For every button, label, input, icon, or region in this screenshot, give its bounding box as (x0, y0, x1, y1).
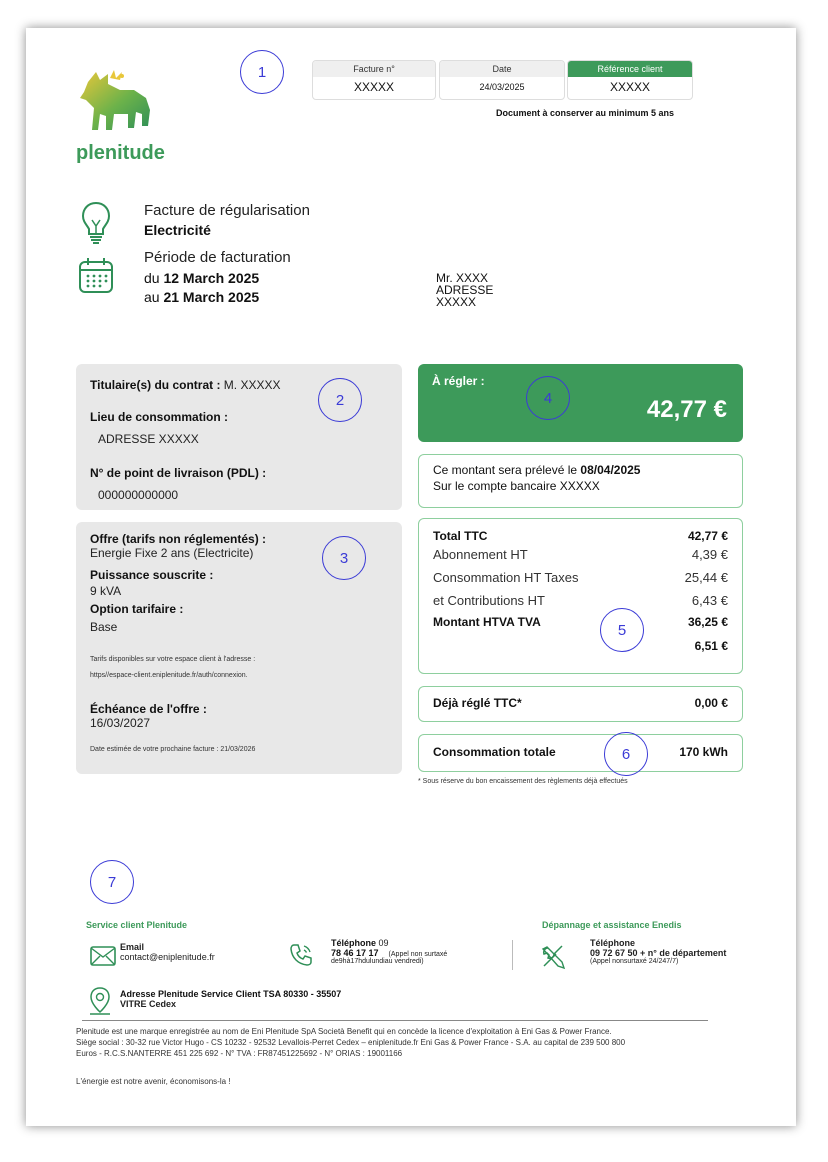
power-label: Puissance souscrite : (90, 568, 214, 582)
email-label: Email (120, 942, 145, 952)
service-title: Service client Plenitude (86, 920, 188, 930)
holder-label: Titulaire(s) du contrat : (90, 378, 224, 392)
consumption-tax-row-label: Consommation HT Taxes (433, 570, 579, 585)
reserve-note: * Sous réserve du bon encaissement des règlements déjà effectués (418, 778, 628, 785)
debit-date-line (433, 463, 640, 477)
subscription-row-value: 4,39 € (691, 547, 728, 562)
period-from-prefix: du (144, 270, 164, 286)
legal-line-1: Plenitude est une marque enregistrée au nom de Eni Plenitude SpA Società Benefit qui en concède la licence d'exploitation à Eni Gas & Power France. (76, 1027, 612, 1036)
amount-due-panel (418, 364, 743, 442)
legal-divider (82, 1020, 708, 1021)
client-ref-box (567, 60, 693, 100)
invoice-number-label: Facture n° (313, 61, 435, 77)
pdl-label: N° de point de livraison (PDL) : (90, 466, 267, 480)
date-label: Date (440, 61, 564, 77)
marker-7: 7 (90, 860, 134, 904)
address-line-1: Mr. XXXX (436, 271, 489, 285)
to-pay-label: À régler : (432, 374, 485, 388)
contributions-row-value: 6,43 € (691, 593, 728, 608)
client-ref-label: Référence client (568, 61, 692, 77)
phone-note-1: (Appel non surtaxé (388, 951, 448, 958)
total-row-value: 42,77 € (687, 529, 728, 543)
power-value: 9 kVA (90, 584, 122, 598)
client-ref-value: XXXXX (609, 80, 651, 94)
total-consumption-label: Consommation totale (433, 745, 556, 759)
already-paid-box (418, 686, 743, 722)
marker-2: 2 (318, 378, 362, 422)
marker-6: 6 (604, 732, 648, 776)
postal-address-line-2: VITRE Cedex (120, 999, 177, 1009)
enedis-block (590, 938, 726, 965)
postal-address-value: Plenitude Service Client TSA 80330 - 35507 (155, 989, 342, 999)
plenitude-logo (74, 68, 166, 145)
marker-4: 4 (526, 376, 570, 420)
marker-1: 1 (240, 50, 284, 94)
lightbulb-icon (80, 200, 112, 251)
htva-row-value: 36,25 € (687, 615, 728, 629)
already-paid-label: Déjà réglé TTC* (433, 696, 522, 710)
debit-info-box (418, 454, 743, 508)
slogan: L'énergie est notre avenir, économisons-la ! (76, 1077, 231, 1086)
invoice-page (26, 28, 796, 1126)
brand-name: plenitude (76, 142, 165, 164)
marker-5: 5 (600, 608, 644, 652)
total-consumption-value: 170 kWh (679, 745, 728, 759)
phone-line-1 (331, 938, 447, 948)
postal-address-label: Adresse (120, 989, 156, 999)
debit-account: Sur le compte bancaire XXXXX (433, 479, 600, 493)
legal-block (76, 1026, 746, 1059)
already-paid-value: 0,00 € (694, 696, 728, 710)
htva-row-label: Montant HTVA TVA (433, 615, 541, 629)
location-pin-icon (88, 986, 112, 1021)
phone-part-1: 09 (376, 938, 389, 948)
period-from (144, 270, 259, 286)
email-value: contact@eniplenitude.fr (120, 952, 215, 962)
consumption-tax-row (433, 570, 728, 585)
legal-line-3: Euros - R.C.S.NANTERRE 451 225 692 - N° TVA : FR87451225692 - N° ORIAS : 19001166 (76, 1049, 403, 1058)
period-from-date: 12 March 2025 (163, 270, 260, 286)
calendar-icon (78, 256, 114, 299)
enedis-note: (Appel nonsurtaxé 24/247/7) (590, 958, 679, 965)
legal-line-2: Siège social : 30-32 rue Victor Hugo - CS 10232 - 92532 Levallois-Perret Cedex – eniplenitude.fr Eni Gas & Power France - S.A. au capital de 239 500 800 (76, 1038, 626, 1047)
pdl-value: 000000000000 (98, 488, 179, 502)
offer-end-value: 16/03/2027 (90, 716, 151, 730)
energy-type: Electricité (144, 222, 211, 238)
invoice-number-box (312, 60, 436, 100)
period-to (144, 289, 259, 305)
offer-label: Offre (tarifs non réglementés) : (90, 532, 267, 546)
total-consumption-box (418, 734, 743, 772)
period-to-prefix: au (144, 289, 164, 305)
tva-row-value: 6,51 € (694, 639, 728, 653)
total-row (433, 529, 728, 543)
option-label: Option tarifaire : (90, 602, 184, 616)
holder-value: M. XXXXX (223, 378, 281, 392)
keep-note: Document à conserver au minimum 5 ans (496, 108, 675, 118)
email-icon (90, 946, 116, 971)
marker-3: 3 (322, 536, 366, 580)
totals-box (418, 518, 743, 674)
option-value: Base (90, 620, 118, 634)
tariffs-note-2: https//espace-client.eniplenitude.fr/auth/connexion. (90, 672, 248, 679)
period-label: Période de facturation (144, 249, 291, 266)
contributions-row (433, 593, 728, 608)
total-row-label: Total TTC (433, 529, 488, 543)
subscription-row-label: Abonnement HT (433, 547, 528, 562)
invoice-number-value: XXXXX (353, 80, 395, 94)
tva-row (433, 639, 728, 653)
contributions-row-label: et Contributions HT (433, 593, 545, 608)
phone-part-2: 78 46 17 17 (331, 948, 379, 958)
invoice-type: Facture de régularisation (144, 202, 310, 219)
postal-address-line-1 (120, 989, 341, 999)
tariffs-note-1: Tarifs disponibles sur votre espace client à l'adresse : (90, 656, 256, 663)
enedis-phone-label: Téléphone (590, 938, 636, 948)
phone-label: Téléphone (331, 938, 377, 948)
address-block (120, 989, 341, 1009)
address-line-3: XXXXX (436, 295, 477, 309)
amount-due: 42,77 € (646, 396, 727, 423)
address-line-2: ADRESSE (436, 283, 494, 297)
total-consumption-row (433, 745, 728, 759)
tools-icon (540, 944, 566, 975)
email-block (120, 942, 215, 962)
debit-date: 08/04/2025 (580, 463, 641, 477)
phone-icon (288, 942, 314, 973)
offer-end-label: Échéance de l'offre : (90, 702, 207, 716)
contract-holder (90, 376, 280, 394)
phone-block (331, 938, 447, 965)
already-paid-row (433, 696, 728, 710)
enedis-title: Dépannage et assistance Enedis (542, 920, 682, 930)
place-value: ADRESSE XXXXX (98, 432, 199, 446)
date-box (439, 60, 565, 100)
date-value: 24/03/2025 (479, 82, 525, 92)
enedis-phone: 09 72 67 50 + n° de département (590, 948, 727, 958)
recipient-address (436, 272, 493, 308)
dog-logo-icon (74, 68, 166, 140)
phone-note-2: de9hà17hdulundiau vendredi) (331, 958, 424, 965)
footer-divider (512, 940, 513, 970)
offer-value: Energie Fixe 2 ans (Electricite) (90, 546, 254, 560)
debit-prefix: Ce montant sera prélevé le (433, 463, 581, 477)
phone-line-2 (331, 948, 447, 958)
period-to-date: 21 March 2025 (163, 289, 260, 305)
htva-row (433, 615, 728, 629)
place-label: Lieu de consommation : (90, 410, 229, 424)
subscription-row (433, 547, 728, 562)
next-invoice-date: Date estimée de votre prochaine facture : 21/03/2026 (90, 746, 256, 753)
consumption-tax-row-value: 25,44 € (684, 570, 728, 585)
